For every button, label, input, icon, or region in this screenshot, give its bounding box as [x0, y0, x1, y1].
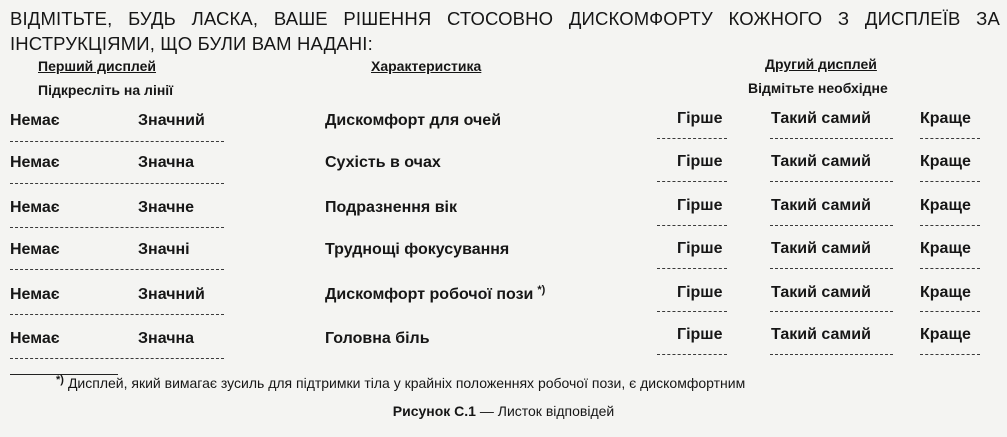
mark-line-same[interactable] — [770, 181, 893, 182]
characteristic-label — [325, 284, 545, 304]
option-same[interactable]: Такий самий — [771, 326, 871, 343]
option-same[interactable]: Такий самий — [771, 110, 871, 127]
underline-scale[interactable] — [10, 227, 224, 228]
option-severe[interactable]: Значний — [138, 112, 205, 129]
figure-label: Рисунок С.1 — [392, 403, 476, 419]
footnote — [56, 374, 745, 391]
option-severe[interactable]: Значна — [138, 330, 195, 347]
second-display-instruction: Відмітьте необхідне — [748, 80, 888, 96]
option-better[interactable]: Краще — [920, 326, 971, 343]
mark-line-better[interactable] — [920, 225, 980, 226]
mark-line-better[interactable] — [920, 181, 980, 182]
option-none[interactable]: Немає — [10, 286, 60, 303]
intro-instruction: ВІДМІТЬТЕ, БУДЬ ЛАСКА, ВАШЕ РІШЕННЯ СТОСОВНО ДИСКОМФОРТУ КОЖНОГО З ДИСПЛЕЇВ ЗА ІНСТРУКЦІЯМИ, ЩО БУЛИ ВАМ НАДАНІ: — [10, 8, 1000, 54]
characteristic-header: Характеристика — [371, 58, 482, 74]
mark-line-better[interactable] — [920, 354, 980, 355]
footnote-mark: *) — [56, 374, 64, 386]
option-better[interactable]: Краще — [920, 284, 971, 301]
option-worse[interactable]: Гірше — [677, 197, 723, 214]
option-none[interactable]: Немає — [10, 199, 60, 216]
first-display-header: Перший дисплей — [38, 58, 157, 74]
option-none[interactable]: Немає — [10, 154, 60, 171]
characteristic-label: Труднощі фокусування — [325, 241, 510, 258]
option-better[interactable]: Краще — [920, 110, 971, 127]
characteristic-label: Сухість в очах — [325, 154, 441, 171]
second-display-header: Другий дисплей — [765, 56, 877, 72]
underline-scale[interactable] — [10, 183, 224, 184]
mark-line-worse[interactable] — [657, 354, 727, 355]
underline-scale[interactable] — [10, 141, 224, 142]
mark-line-worse[interactable] — [657, 311, 727, 312]
option-better[interactable]: Краще — [920, 153, 971, 170]
mark-line-same[interactable] — [770, 225, 893, 226]
option-none[interactable]: Немає — [10, 330, 60, 347]
option-severe[interactable]: Значне — [138, 199, 195, 216]
option-worse[interactable]: Гірше — [677, 110, 723, 127]
characteristic-label: Подразнення вік — [325, 199, 457, 216]
option-severe[interactable]: Значна — [138, 154, 195, 171]
option-worse[interactable]: Гірше — [677, 153, 723, 170]
underline-scale[interactable] — [10, 314, 224, 315]
option-severe[interactable]: Значні — [138, 241, 190, 258]
mark-line-better[interactable] — [920, 311, 980, 312]
option-none[interactable]: Немає — [10, 241, 60, 258]
mark-line-same[interactable] — [770, 268, 893, 269]
mark-line-worse[interactable] — [657, 225, 727, 226]
option-worse[interactable]: Гірше — [677, 240, 723, 257]
caption-text: Листок відповідей — [497, 403, 615, 419]
mark-line-worse[interactable] — [657, 181, 727, 182]
mark-line-better[interactable] — [920, 268, 980, 269]
option-same[interactable]: Такий самий — [771, 197, 871, 214]
mark-line-worse[interactable] — [657, 268, 727, 269]
option-severe[interactable]: Значний — [138, 286, 205, 303]
mark-line-worse[interactable] — [657, 138, 727, 139]
option-better[interactable]: Краще — [920, 197, 971, 214]
option-same[interactable]: Такий самий — [771, 240, 871, 257]
option-none[interactable]: Немає — [10, 112, 60, 129]
first-display-instruction: Підкресліть на лінії — [38, 82, 174, 98]
underline-scale[interactable] — [10, 358, 224, 359]
mark-line-same[interactable] — [770, 138, 893, 139]
characteristic-label: Головна біль — [325, 330, 430, 347]
figure-caption — [0, 403, 1007, 419]
option-better[interactable]: Краще — [920, 240, 971, 257]
caption-dash: — — [479, 403, 494, 419]
footnote-reference: *) — [537, 284, 546, 296]
characteristic-label: Дискомфорт для очей — [325, 112, 502, 129]
option-worse[interactable]: Гірше — [677, 326, 723, 343]
mark-line-same[interactable] — [770, 311, 893, 312]
option-worse[interactable]: Гірше — [677, 284, 723, 301]
mark-line-same[interactable] — [770, 354, 893, 355]
mark-line-better[interactable] — [920, 138, 980, 139]
underline-scale[interactable] — [10, 269, 224, 270]
characteristic-text: Дискомфорт робочої пози — [325, 286, 534, 303]
footnote-text: Дисплей, який вимагає зусиль для підтримки тіла у крайніх положеннях робочої пози, є дискомфортним — [67, 375, 746, 391]
option-same[interactable]: Такий самий — [771, 153, 871, 170]
option-same[interactable]: Такий самий — [771, 284, 871, 301]
